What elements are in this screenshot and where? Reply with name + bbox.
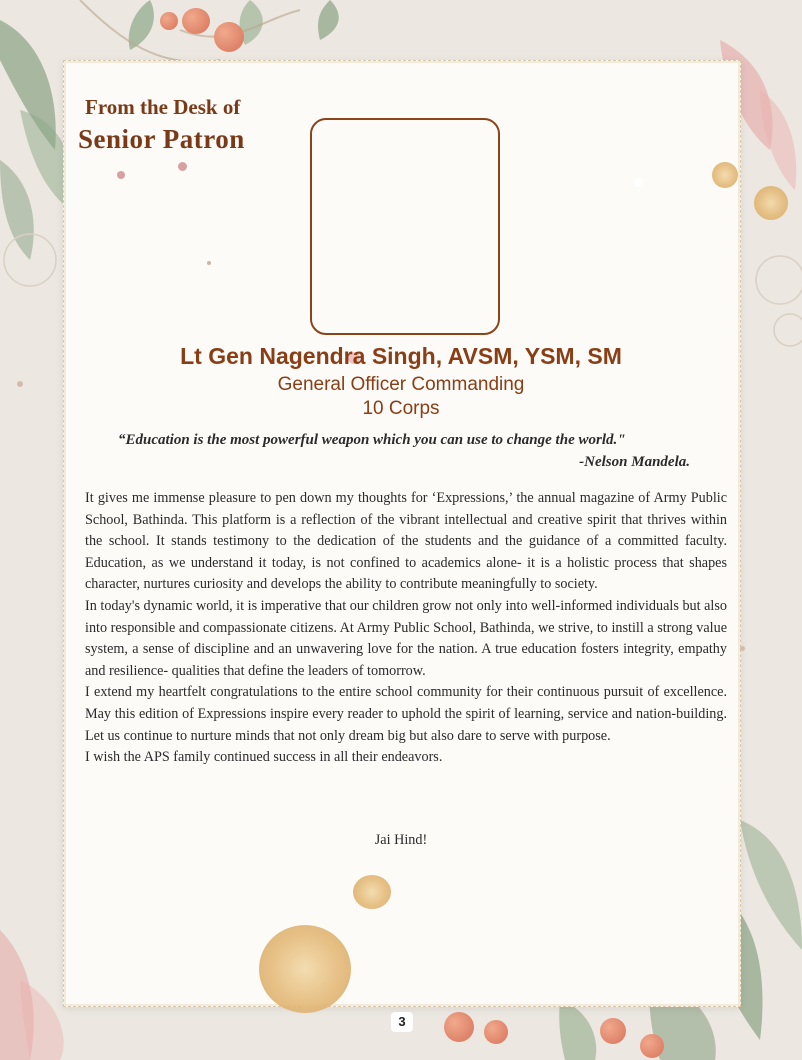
- gold-glitter-circle: [259, 925, 351, 1013]
- desk-heading-line1: From the Desk of: [85, 95, 241, 119]
- berry-decoration: [214, 22, 244, 52]
- decor-dot: [740, 646, 745, 651]
- patron-designation: General Officer Commanding: [277, 374, 525, 395]
- berry-decoration: [600, 1018, 626, 1044]
- page-number: 3: [391, 1012, 413, 1032]
- berry-decoration: [444, 1012, 474, 1042]
- message-paragraph: It gives me immense pleasure to pen down my thoughts for ‘Expressions,’ the annual magazine of Army Public School, Bathinda. This platform is a reflection of the vibrant intellectual and creative spirit that thrives within the school. It stands testimony to the dedication of the students and the guidance of a committed faculty. Education, as we understand it today, is not confined to academics alone- it is a holistic process that shapes character, nurtures curiosity and develops the ability to contribute meaningfully to society.: [85, 490, 727, 593]
- decor-dot: [178, 162, 187, 171]
- berry-decoration: [484, 1020, 508, 1044]
- message-paragraph: In today's dynamic world, it is imperative that our children grow not only into well-informed individuals but also into responsible and compassionate citizens. At Army Public School, Bathinda, we strive, to instill a strong value system, a sense of discipline and an unwavering love for the nation. A true education fosters integrity, empathy and resilience- qualities that define the leaders of tomorrow.: [85, 597, 727, 679]
- message-body: [85, 488, 727, 769]
- gold-glitter-circle: [353, 875, 391, 909]
- portrait-photo-frame: [310, 118, 500, 335]
- desk-heading-title: Senior Patron: [78, 124, 245, 154]
- patron-name: Lt Gen Nagendra Singh, AVSM, YSM, SM: [180, 343, 622, 369]
- patron-unit: 10 Corps: [362, 398, 440, 419]
- message-paragraph: I wish the APS family continued success in all their endeavors.: [85, 749, 443, 766]
- quote-text: “Education is the most powerful weapon which you can use to change the world.": [118, 432, 626, 448]
- gold-glitter-circle: [712, 162, 738, 188]
- signoff: Jai Hind!: [374, 832, 428, 848]
- berry-decoration: [640, 1034, 664, 1058]
- berry-decoration: [182, 8, 210, 34]
- gold-glitter-circle: [754, 186, 788, 220]
- quote-author: -Nelson Mandela.: [579, 454, 690, 470]
- berry-decoration: [160, 12, 178, 30]
- message-paragraph: I extend my heartfelt congratulations to the entire school community for their continuous pursuit of excellence. May this edition of Expressions inspire every reader to uphold the spirit of learning, service and nation-building. Let us continue to nurture minds that not only dream big but also dare to serve with purpose.: [85, 684, 727, 744]
- decor-dot: [207, 261, 211, 265]
- decor-dot: [634, 178, 643, 187]
- decor-dot: [117, 171, 125, 179]
